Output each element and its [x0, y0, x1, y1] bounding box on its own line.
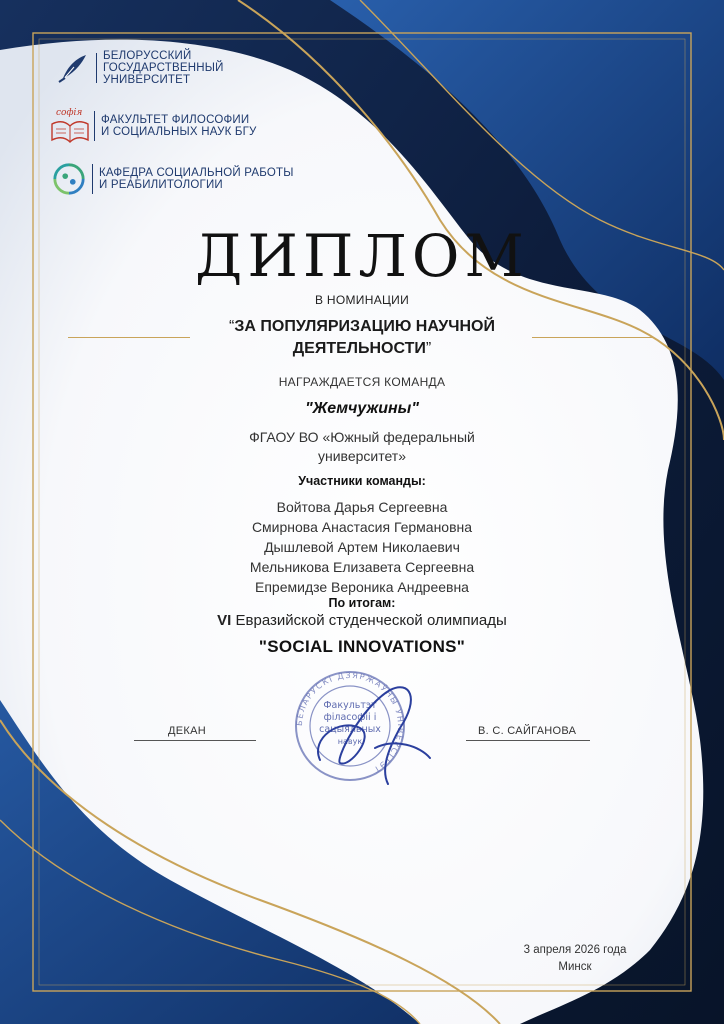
- quill-icon: [56, 51, 90, 85]
- sofia-book-icon: [50, 108, 90, 144]
- olympiad-name: "SOCIAL INNOVATIONS": [258, 637, 466, 656]
- dean-signature-line: [134, 740, 256, 741]
- logo-department: [52, 162, 294, 196]
- members-list: [0, 497, 724, 597]
- member-name: Епремидзе Вероника Андреевна: [255, 579, 469, 595]
- nomination-line2: ДЕЯТЕЛЬНОСТИ: [292, 340, 426, 357]
- stamp-line: Факультэт: [323, 700, 377, 711]
- stamp-ring-text: БЕЛАРУСКІ ДЗЯРЖАЎНЫ УНІВЕРСІТЭТ: [294, 670, 406, 775]
- logo-bsu-text: [103, 50, 224, 86]
- logo-line: И СОЦИАЛЬНЫХ НАУК БГУ: [101, 126, 257, 138]
- logo-line: УНИВЕРСИТЕТ: [103, 74, 191, 86]
- organization-line1: ФГАОУ ВО «Южный федеральный: [249, 429, 475, 445]
- logo-line: КАФЕДРА СОЦИАЛЬНОЙ РАБОТЫ: [99, 167, 294, 179]
- nomination-label: В НОМИНАЦИИ: [314, 293, 410, 307]
- stamp-line: сацыяльных: [319, 724, 381, 735]
- logo-line: ФАКУЛЬТЕТ ФИЛОСОФИИ: [101, 114, 250, 126]
- member-name: Дышлевой Артем Николаевич: [264, 539, 460, 555]
- nomination-text: [0, 316, 724, 360]
- olympiad-line: [0, 612, 724, 629]
- official-stamp: [280, 668, 452, 790]
- organization: [0, 428, 724, 466]
- diploma-title: ДИПЛОМ: [195, 222, 529, 290]
- member-name: Мельникова Елизавета Сергеевна: [249, 559, 475, 575]
- footer: [490, 942, 660, 976]
- logo-line: БЕЛОРУССКИЙ: [103, 50, 192, 62]
- city: Минск: [558, 961, 592, 973]
- stamp-line: навук: [337, 737, 363, 746]
- dean-label: ДЕКАН: [168, 725, 206, 737]
- olympiad-numeral: VI: [217, 612, 232, 629]
- members-heading: Участники команды:: [298, 474, 426, 488]
- logo-department-text: [99, 167, 294, 191]
- organization-line2: университет»: [318, 448, 406, 464]
- member-name: Войтова Дарья Сергеевна: [276, 499, 448, 515]
- logo-line: И РЕАБИЛИТОЛОГИИ: [99, 179, 223, 191]
- logo-divider: [94, 111, 95, 141]
- logo-faculty-text: [101, 114, 257, 138]
- olympiad-text: Евразийской студенческой олимпиады: [231, 612, 507, 629]
- date: 3 апреля 2026 года: [523, 944, 627, 956]
- results-heading: По итогам:: [328, 596, 396, 610]
- open-quote: “: [229, 318, 235, 335]
- logo-divider: [92, 164, 93, 194]
- hands-circle-icon: [52, 162, 86, 196]
- nomination-line1: ЗА ПОПУЛЯРИЗАЦИЮ НАУЧНОЙ: [234, 318, 495, 335]
- logo-divider: [96, 53, 97, 83]
- team-name: "Жемчужины": [305, 400, 419, 417]
- logo-faculty: [50, 108, 257, 144]
- sofia-badge: софія: [56, 108, 83, 118]
- dean-name: В. С. САЙГАНОВА: [478, 725, 577, 737]
- member-name: Смирнова Анастасия Германовна: [251, 519, 473, 535]
- awarded-label: НАГРАЖДАЕТСЯ КОМАНДА: [278, 375, 446, 389]
- name-signature-line: [466, 740, 590, 741]
- close-quote: ”: [425, 340, 432, 357]
- logo-bsu: [56, 50, 224, 86]
- logo-line: ГОСУДАРСТВЕННЫЙ: [103, 62, 224, 74]
- stamp-line: філасофіі і: [323, 712, 377, 723]
